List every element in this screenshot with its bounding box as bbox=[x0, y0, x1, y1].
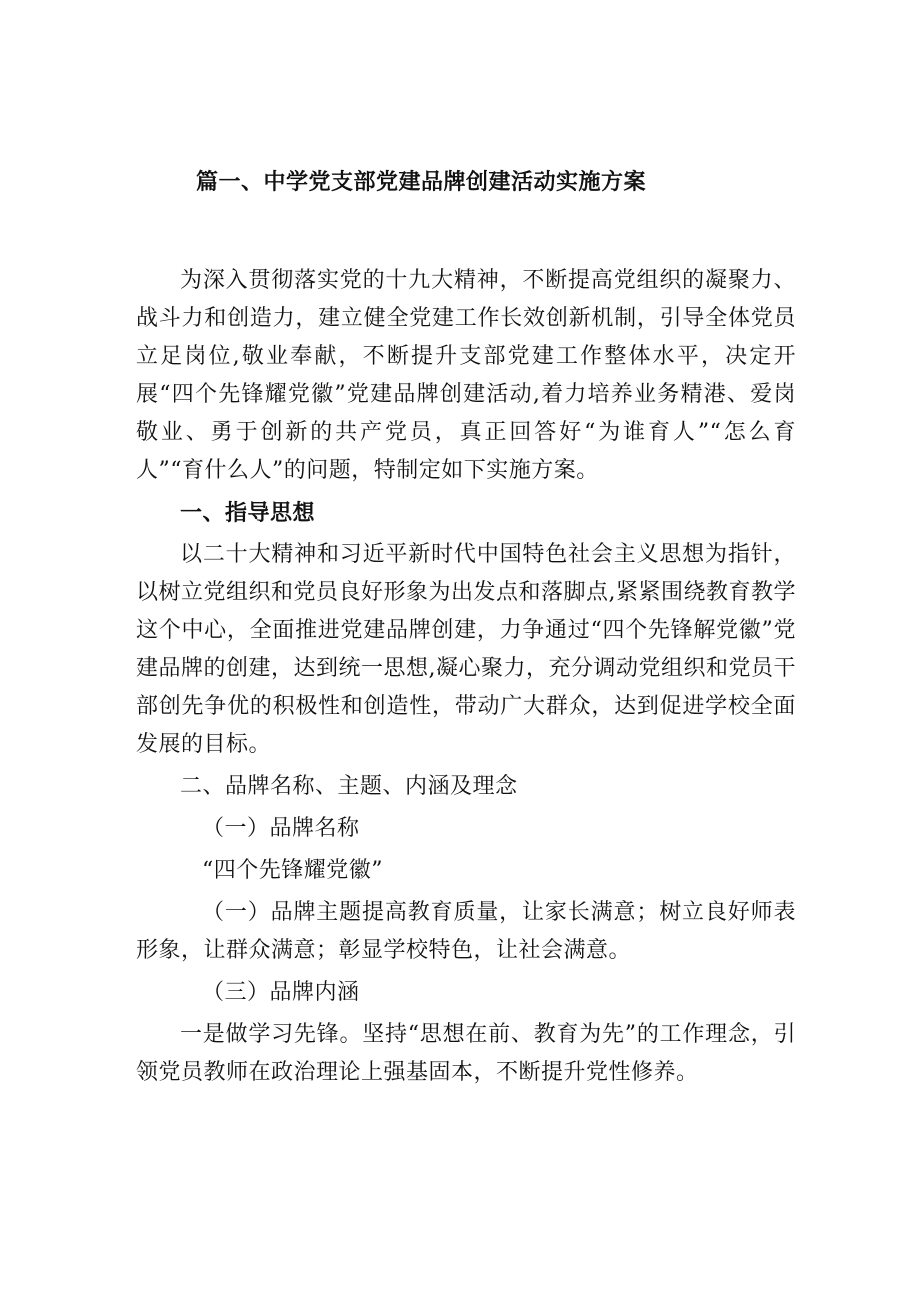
subheading-brand-connotation: （三）品牌内涵 bbox=[202, 980, 360, 1005]
section-heading-brand: 二、品牌名称、主题、内涵及理念 bbox=[180, 774, 518, 799]
paragraph-guiding-ideology: 以二十大精神和习近平新时代中国特色社会主义思想为指针，以树立党组织和党员良好形象为出发点和落脚点,紧紧围绕教育教学这个中心，全面推进党建品牌创建，力争通过“四个先锋解党徽”党建品牌的创建，达到统一思想,凝心聚力，充分调动党组织和党员干部创先争优的积极性和创造性，带动广大群众，达到促进学校全面发展的目标。 bbox=[136, 542, 796, 757]
paragraph-brand-theme: （一）品牌主题提高教育质量，让家长满意；树立良好师表形象，让群众满意；彰显学校特色，让社会满意。 bbox=[136, 900, 796, 963]
paragraph-intro: 为深入贯彻落实党的十九大精神，不断提高党组织的凝聚力、战斗力和创造力，建立健全党建工作长效创新机制，引导全体党员立足岗位,敬业奉献，不断提升支部党建工作整体水平，决定开展“四个先锋耀党徽”党建品牌创建活动,着力培养业务精港、爱岗敬业、勇于创新的共产党员，真正回答好“为谁育人”“怎么育人”“育什么人”的问题，特制定如下实施方案。 bbox=[136, 268, 796, 483]
subheading-brand-name: （一）品牌名称 bbox=[202, 816, 360, 841]
paragraph-learning-pioneer: 一是做学习先锋。坚持“思想在前、教育为先”的工作理念，引领党员教师在政治理论上强基固本，不断提升党性修养。 bbox=[136, 1022, 796, 1085]
paragraph-brand-name: “四个先锋耀党徽” bbox=[202, 858, 383, 883]
section-heading-guiding-ideology: 一、指导思想 bbox=[180, 500, 316, 526]
document-body bbox=[136, 262, 796, 1096]
document-title: 篇一、中学党支部党建品牌创建活动实施方案 bbox=[196, 169, 647, 195]
